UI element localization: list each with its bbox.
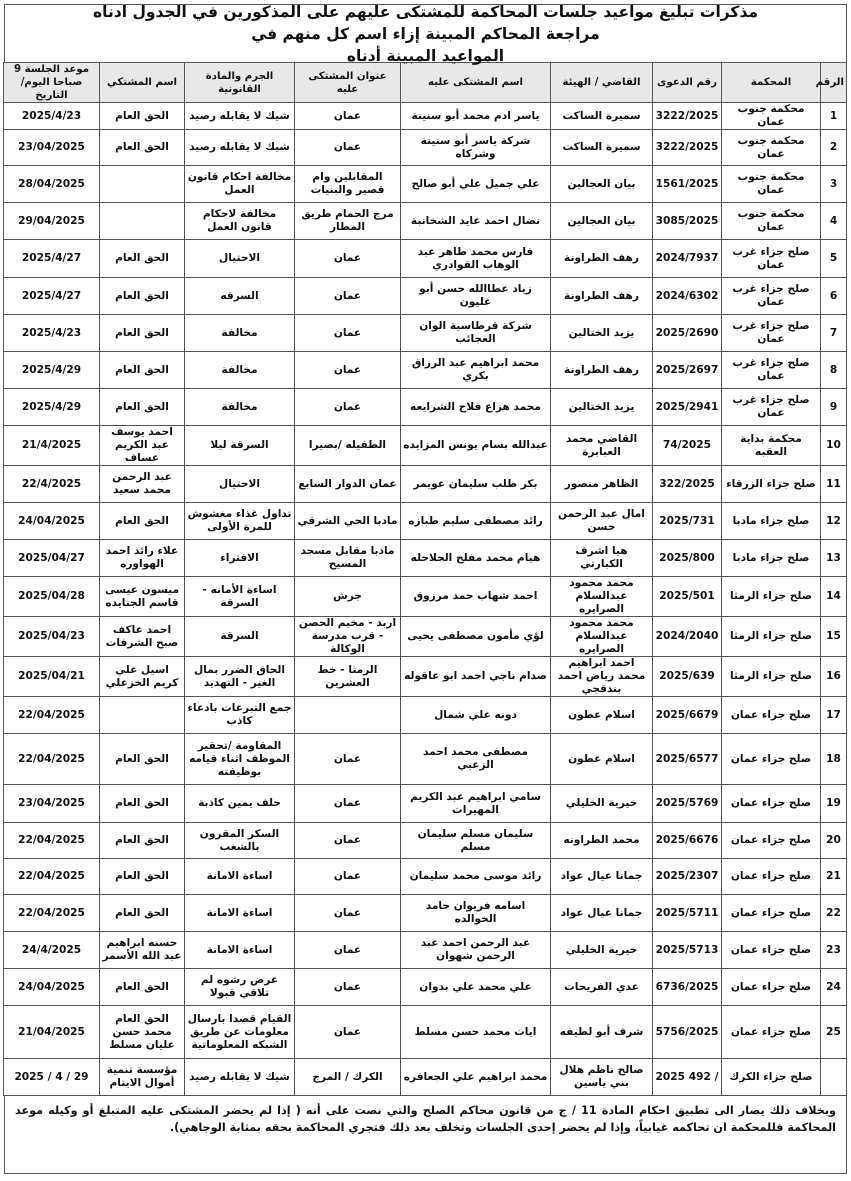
cell-date: 2025/04/28 <box>4 577 100 617</box>
cell-crime: اساءة الامانة <box>185 859 295 895</box>
cell-case: 2025/5769 <box>653 785 722 823</box>
table-row <box>4 823 847 859</box>
cell-judge: بيان العجالين <box>551 166 653 203</box>
cell-address: عمان <box>295 823 401 859</box>
cell-judge: رهف الطراونة <box>551 278 653 315</box>
cell-complainant: الحق العام <box>100 734 185 785</box>
cell-crime: اساءة الامانة <box>185 932 295 969</box>
table-row <box>4 426 847 466</box>
cell-judge: يزيد الختالين <box>551 389 653 426</box>
cell-num: 5 <box>821 240 847 278</box>
cell-address: عمان <box>295 315 401 352</box>
cell-court: صلح جزاء غرب عمان <box>722 278 821 315</box>
cell-address: مرج الحمام طريق المطار <box>295 203 401 240</box>
cell-crime: اساءة الأمانه - السرقة <box>185 577 295 617</box>
cell-case: 1561/2025 <box>653 166 722 203</box>
cell-defendant: عبد الرحمن احمد عبد الرحمن شهوان <box>401 932 551 969</box>
table-row <box>4 734 847 785</box>
table-body <box>4 103 847 1096</box>
header-crime: الجرم والمادة القانونية <box>185 63 295 103</box>
cell-judge: القاضي محمد العبابرة <box>551 426 653 466</box>
cell-num: 11 <box>821 466 847 503</box>
cell-date: 29/04/2025 <box>4 203 100 240</box>
cell-judge: الظاهر منصور <box>551 466 653 503</box>
table-row <box>4 697 847 734</box>
cell-complainant <box>100 203 185 240</box>
cell-case: 2025/2307 <box>653 859 722 895</box>
header-defendant: اسم المشتكى عليه <box>401 63 551 103</box>
cell-crime: اساءة الامانة <box>185 895 295 932</box>
cell-num: 10 <box>821 426 847 466</box>
cell-complainant: الحق العام <box>100 240 185 278</box>
cell-address: مادبا الحي الشرقي <box>295 503 401 540</box>
cell-num: 4 <box>821 203 847 240</box>
cell-crime: مخالفة <box>185 315 295 352</box>
cell-defendant: دونه علي شمال <box>401 697 551 734</box>
table-row <box>4 240 847 278</box>
cell-num: 23 <box>821 932 847 969</box>
cell-crime: تداول غذاء مغشوش للمرة الأولى <box>185 503 295 540</box>
cell-address: عمان <box>295 103 401 130</box>
cell-complainant: حسنه ابراهيم عبد الله الأسمر <box>100 932 185 969</box>
cell-address: عمان <box>295 1006 401 1059</box>
header-judge: القاضي / الهيئة <box>551 63 653 103</box>
cell-date: 22/4/2025 <box>4 466 100 503</box>
cell-court: صلح جزاء عمان <box>722 697 821 734</box>
cell-num: 16 <box>821 657 847 697</box>
cell-defendant: ياسر ادم محمد أبو سنينة <box>401 103 551 130</box>
cell-address: الطفيله /بصيرا <box>295 426 401 466</box>
cell-num: 25 <box>821 1006 847 1059</box>
cell-complainant: ميسون عيسى قاسم الجنايده <box>100 577 185 617</box>
header-case: رقم الدعوى <box>653 63 722 103</box>
cell-defendant: علي جميل علي أبو صالح <box>401 166 551 203</box>
cell-address: جرش <box>295 577 401 617</box>
cell-court: صلح جزاء عمان <box>722 859 821 895</box>
cell-address <box>295 697 401 734</box>
cell-crime: السرقة ليلا <box>185 426 295 466</box>
cell-address: عمان <box>295 278 401 315</box>
cell-judge: خيرية الخليلي <box>551 932 653 969</box>
cell-num: 19 <box>821 785 847 823</box>
cell-address: عمان الدوار السابع <box>295 466 401 503</box>
cell-court: صلح جزاء الكرك <box>722 1059 821 1096</box>
table-row <box>4 389 847 426</box>
cell-case: 2025/6577 <box>653 734 722 785</box>
cell-date: 2025/04/23 <box>4 617 100 657</box>
title-line-2: المواعيد المبينة أدناه <box>346 46 505 65</box>
table-row <box>4 859 847 895</box>
cell-judge: صالح ناظم هلال بني ياسين <box>551 1059 653 1096</box>
cell-judge: سميرة الساكت <box>551 103 653 130</box>
cell-num: 21 <box>821 859 847 895</box>
cell-court: صلح جزاء عمان <box>722 823 821 859</box>
cell-court: صلح جزاء الرمثا <box>722 577 821 617</box>
cell-case: 5756/2025 <box>653 1006 722 1059</box>
cell-complainant: الحق العام <box>100 823 185 859</box>
cell-defendant: محمد هزاع فلاح الشرايعه <box>401 389 551 426</box>
cell-defendant: سليمان مسلم سليمان مسلم <box>401 823 551 859</box>
cell-case: 2025/501 <box>653 577 722 617</box>
cell-judge: اسلام عطون <box>551 734 653 785</box>
cell-court: محكمة جنوب عمان <box>722 166 821 203</box>
cell-date: 22/04/2025 <box>4 697 100 734</box>
cell-court: صلح جزاء الرمثا <box>722 657 821 697</box>
cell-case: 2024/6302 <box>653 278 722 315</box>
cell-address: المقابلين وام قصير والبنيات <box>295 166 401 203</box>
cell-case: 2025/5711 <box>653 895 722 932</box>
cell-num: 20 <box>821 823 847 859</box>
cell-address: عمان <box>295 352 401 389</box>
cell-date: 22/04/2025 <box>4 734 100 785</box>
cell-case: 74/2025 <box>653 426 722 466</box>
cell-judge: جمانا عيال عواد <box>551 895 653 932</box>
cell-crime: السرقه <box>185 278 295 315</box>
cell-complainant: علاء رائد احمد الهواوره <box>100 540 185 577</box>
cell-case: 2025/800 <box>653 540 722 577</box>
cell-date: 2025/04/27 <box>4 540 100 577</box>
table-row <box>4 130 847 166</box>
cell-address: عمان <box>295 895 401 932</box>
cell-address: عمان <box>295 240 401 278</box>
cell-court: صلح جزاء عمان <box>722 969 821 1006</box>
cell-case: 322/2025 <box>653 466 722 503</box>
cell-court: صلح جزاء الزرقاء <box>722 466 821 503</box>
cell-case: 6736/2025 <box>653 969 722 1006</box>
cell-case: 2025/2941 <box>653 389 722 426</box>
cell-num: 15 <box>821 617 847 657</box>
cell-date: 24/4/2025 <box>4 932 100 969</box>
cell-complainant: احمد عاكف صبح الشرفات <box>100 617 185 657</box>
cell-complainant: الحق العام <box>100 103 185 130</box>
header-date: موعد الجلسة 9 صباحا اليوم/التاريخ <box>4 63 100 103</box>
cell-date: 22/04/2025 <box>4 895 100 932</box>
cell-num: 6 <box>821 278 847 315</box>
cell-court: صلح جزاء مادبا <box>722 540 821 577</box>
cell-address: عمان <box>295 932 401 969</box>
document-page <box>4 4 847 1173</box>
cell-defendant: بكر طلب سليمان عويمر <box>401 466 551 503</box>
cell-num: 14 <box>821 577 847 617</box>
table-row <box>4 1006 847 1059</box>
cell-case: 2025/6676 <box>653 823 722 859</box>
cell-date: 29 / 4 / 2025 <box>4 1059 100 1096</box>
cell-judge: شرف أبو لطيفه <box>551 1006 653 1059</box>
cell-judge: احمد ابراهيم محمد رياض احمد بندقجي <box>551 657 653 697</box>
cell-court: محكمة جنوب عمان <box>722 103 821 130</box>
cell-date: 21/04/2025 <box>4 1006 100 1059</box>
cell-court: صلح جزاء عمان <box>722 1006 821 1059</box>
cell-defendant: فارس محمد طاهر عبد الوهاب القوادري <box>401 240 551 278</box>
cell-date: 22/04/2025 <box>4 859 100 895</box>
table-row <box>4 503 847 540</box>
cell-judge: رهف الطراونة <box>551 352 653 389</box>
cell-judge: جمانا عيال عواد <box>551 859 653 895</box>
cell-crime: جمع التبرعات بادعاء كاذب <box>185 697 295 734</box>
cell-date: 23/04/2025 <box>4 785 100 823</box>
cell-num: 8 <box>821 352 847 389</box>
cell-judge: سميرة الساكت <box>551 130 653 166</box>
cell-case: 2024/2040 <box>653 617 722 657</box>
cell-court: محكمة بداية العقبه <box>722 426 821 466</box>
cell-crime: القيام قصدا بارسال معلومات عن طريق الشبكه المعلوماتية <box>185 1006 295 1059</box>
cell-complainant: الحق العام <box>100 895 185 932</box>
cell-address: عمان <box>295 734 401 785</box>
cell-complainant: الحق العام <box>100 278 185 315</box>
cell-defendant: عبدالله بسام يونس المزايده <box>401 426 551 466</box>
cell-defendant: نضال احمد عايد الشخانبة <box>401 203 551 240</box>
cell-court: صلح جزاء عمان <box>722 734 821 785</box>
header-address: عنوان المشتكى عليه <box>295 63 401 103</box>
cell-crime: حلف يمين كاذبة <box>185 785 295 823</box>
header-num: الرقم <box>821 63 847 103</box>
cell-case: 3085/2025 <box>653 203 722 240</box>
cell-defendant: رائد مصطفى سليم طبازه <box>401 503 551 540</box>
cell-judge: عدي الفريحات <box>551 969 653 1006</box>
cell-date: 2025/4/23 <box>4 103 100 130</box>
cell-case: 3222/2025 <box>653 103 722 130</box>
cell-num: 17 <box>821 697 847 734</box>
legal-note: وبخلاف ذلك يصار الى تطبيق احكام المادة 11 / ج من قانون محاكم الصلح والتي نصت على أنه ( إذا لم يحضر المشتكى عليه المتبلغ أو وكيله موعد المحاكمة فللمحكمة ان تحاكمه غيابياً، وإذا لم يحضر إحدى الجلسات وتخلف بعد ذلك فتجري المحاكمة بحقه بمثابة الوجاهي). <box>4 1096 847 1174</box>
table-row <box>4 657 847 697</box>
cell-complainant: الحق العام <box>100 130 185 166</box>
table-row <box>4 969 847 1006</box>
cell-crime: مخالفة احكام قانون العمل <box>185 166 295 203</box>
cell-complainant: الحق العام <box>100 389 185 426</box>
cell-court: صلح جزاء غرب عمان <box>722 315 821 352</box>
header-complainant: اسم المشتكي <box>100 63 185 103</box>
cell-date: 2025/04/21 <box>4 657 100 697</box>
cell-case: 2025/5713 <box>653 932 722 969</box>
table-row <box>4 103 847 130</box>
cell-complainant: الحق العام <box>100 859 185 895</box>
cell-num: 24 <box>821 969 847 1006</box>
table-row <box>4 278 847 315</box>
cell-complainant: احمد يوسف عبد الكريم عساف <box>100 426 185 466</box>
cell-num: 7 <box>821 315 847 352</box>
cell-crime: السرقة <box>185 617 295 657</box>
cell-date: 22/04/2025 <box>4 823 100 859</box>
cell-case: 2025/6679 <box>653 697 722 734</box>
cell-complainant: الحق العام <box>100 352 185 389</box>
table-row <box>4 785 847 823</box>
table-row <box>4 932 847 969</box>
hearings-table <box>3 62 847 1096</box>
cell-complainant: عبد الرحمن محمد سعيد <box>100 466 185 503</box>
cell-case: 2025/2690 <box>653 315 722 352</box>
cell-judge: محمد محمود عبدالسلام الصرايره <box>551 617 653 657</box>
cell-judge: رهف الطراونة <box>551 240 653 278</box>
cell-court: صلح جزاء غرب عمان <box>722 240 821 278</box>
cell-date: 21/4/2025 <box>4 426 100 466</box>
cell-judge: امال عبد الرحمن حسن <box>551 503 653 540</box>
cell-date: 2025/4/23 <box>4 315 100 352</box>
cell-defendant: صدام ناجي احمد ابو عاقوله <box>401 657 551 697</box>
cell-court: صلح جزاء عمان <box>722 785 821 823</box>
cell-judge: محمد محمود عبدالسلام الصرايره <box>551 577 653 617</box>
cell-defendant: زياد عطاالله حسن أبو غليون <box>401 278 551 315</box>
table-row <box>4 617 847 657</box>
cell-crime: مخالفة <box>185 389 295 426</box>
cell-address: مادبا مقابل مسجد المسيح <box>295 540 401 577</box>
cell-num: 1 <box>821 103 847 130</box>
cell-crime: الاحتيال <box>185 466 295 503</box>
cell-complainant: الحق العام <box>100 969 185 1006</box>
cell-complainant: الحق العام <box>100 503 185 540</box>
cell-crime: شيك لا يقابله رصيد <box>185 1059 295 1096</box>
cell-judge: يزيد الختالين <box>551 315 653 352</box>
cell-complainant <box>100 166 185 203</box>
table-row <box>4 203 847 240</box>
cell-address: عمان <box>295 785 401 823</box>
table-row <box>4 540 847 577</box>
cell-court: محكمة جنوب عمان <box>722 203 821 240</box>
table-row <box>4 1059 847 1096</box>
cell-crime: عرض رشوه لم تلاقي قبولا <box>185 969 295 1006</box>
cell-date: 2025/4/27 <box>4 278 100 315</box>
cell-num: 22 <box>821 895 847 932</box>
cell-date: 24/04/2025 <box>4 503 100 540</box>
cell-case: / 492 2025 <box>653 1059 722 1096</box>
cell-address: عمان <box>295 130 401 166</box>
cell-defendant: هيام محمد مفلح الحلاحله <box>401 540 551 577</box>
cell-court: صلح جزاء مادبا <box>722 503 821 540</box>
cell-judge: هيا اشرف الكبارتي <box>551 540 653 577</box>
cell-case: 2025/2697 <box>653 352 722 389</box>
cell-court: صلح جزاء عمان <box>722 895 821 932</box>
cell-num <box>821 1059 847 1096</box>
cell-defendant: ايات محمد حسن مسلط <box>401 1006 551 1059</box>
cell-complainant: الحق العام <box>100 315 185 352</box>
table-row <box>4 577 847 617</box>
cell-court: صلح جزاء غرب عمان <box>722 352 821 389</box>
table-row <box>4 895 847 932</box>
cell-court: صلح جزاء غرب عمان <box>722 389 821 426</box>
cell-crime: شيك لا يقابله رصيد <box>185 103 295 130</box>
cell-num: 2 <box>821 130 847 166</box>
cell-defendant: شركة قرطاسية الوان العجائب <box>401 315 551 352</box>
cell-date: 24/04/2025 <box>4 969 100 1006</box>
cell-case: 2025/731 <box>653 503 722 540</box>
cell-judge: خيرية الخليلي <box>551 785 653 823</box>
cell-date: 2025/4/29 <box>4 389 100 426</box>
cell-defendant: لؤي مأمون مصطفى يحيى <box>401 617 551 657</box>
cell-judge: بيان العجالين <box>551 203 653 240</box>
cell-crime: مخالفة لاحكام قانون العمل <box>185 203 295 240</box>
cell-num: 12 <box>821 503 847 540</box>
cell-defendant: اسامه فريوان حامد الخوالده <box>401 895 551 932</box>
cell-court: صلح جزاء الرمثا <box>722 617 821 657</box>
table-row <box>4 466 847 503</box>
cell-crime: الحاق الضرر بمال الغير - التهديد <box>185 657 295 697</box>
cell-defendant: محمد ابراهيم عبد الرزاق بكري <box>401 352 551 389</box>
cell-address: عمان <box>295 969 401 1006</box>
cell-date: 2025/4/27 <box>4 240 100 278</box>
cell-defendant: شركة ياسر أبو سنينة وشركاه <box>401 130 551 166</box>
cell-num: 9 <box>821 389 847 426</box>
cell-complainant: الحق العام محمد حسن عليان مسلط <box>100 1006 185 1059</box>
table-header-row <box>4 63 847 103</box>
cell-date: 2025/4/29 <box>4 352 100 389</box>
cell-complainant: اسيل علي كريم الخزعلي <box>100 657 185 697</box>
cell-address: الكرك / المرج <box>295 1059 401 1096</box>
cell-defendant: محمد ابراهيم علي الجعافره <box>401 1059 551 1096</box>
cell-court: محكمة جنوب عمان <box>722 130 821 166</box>
cell-date: 28/04/2025 <box>4 166 100 203</box>
title-line-1: مذكرات تبليغ مواعيد جلسات المحاكمة للمشتكى عليهم على المذكورين في الجدول ادناه مراجعة المحاكم المبينة إزاء اسم كل منهم في <box>92 2 759 43</box>
cell-complainant <box>100 697 185 734</box>
cell-court: صلح جزاء عمان <box>722 932 821 969</box>
cell-crime: السكر المقرون بالشغب <box>185 823 295 859</box>
cell-address: الرمثا - خط العشرين <box>295 657 401 697</box>
cell-case: 2025/639 <box>653 657 722 697</box>
cell-crime: مخالفة <box>185 352 295 389</box>
cell-complainant: الحق العام <box>100 785 185 823</box>
table-row <box>4 352 847 389</box>
cell-crime: شيك لا يقابله رصيد <box>185 130 295 166</box>
table-row <box>4 315 847 352</box>
cell-date: 23/04/2025 <box>4 130 100 166</box>
cell-judge: اسلام عطون <box>551 697 653 734</box>
cell-defendant: احمد شهاب حمد مرزوق <box>401 577 551 617</box>
cell-num: 3 <box>821 166 847 203</box>
cell-crime: المقاومة /تحقير الموظف اثناء قيامه بوظيفته <box>185 734 295 785</box>
cell-case: 2024/7937 <box>653 240 722 278</box>
header-court: المحكمة <box>722 63 821 103</box>
cell-num: 13 <box>821 540 847 577</box>
cell-num: 18 <box>821 734 847 785</box>
cell-defendant: مصطفى محمد احمد الزعبي <box>401 734 551 785</box>
cell-complainant: مؤسسة تنمية أموال الايتام <box>100 1059 185 1096</box>
cell-crime: الافتراء <box>185 540 295 577</box>
cell-crime: الاحتيال <box>185 240 295 278</box>
cell-address: عمان <box>295 859 401 895</box>
cell-judge: محمد الطراونه <box>551 823 653 859</box>
cell-defendant: علي محمد علي بدوان <box>401 969 551 1006</box>
cell-address: عمان <box>295 389 401 426</box>
table-row <box>4 166 847 203</box>
cell-defendant: رائد موسى محمد سليمان <box>401 859 551 895</box>
document-title <box>4 2 847 65</box>
cell-address: اربد - مخيم الحصن - قرب مدرسة الوكالة <box>295 617 401 657</box>
cell-case: 3222/2025 <box>653 130 722 166</box>
cell-defendant: سامي ابراهيم عبد الكريم المهيرات <box>401 785 551 823</box>
